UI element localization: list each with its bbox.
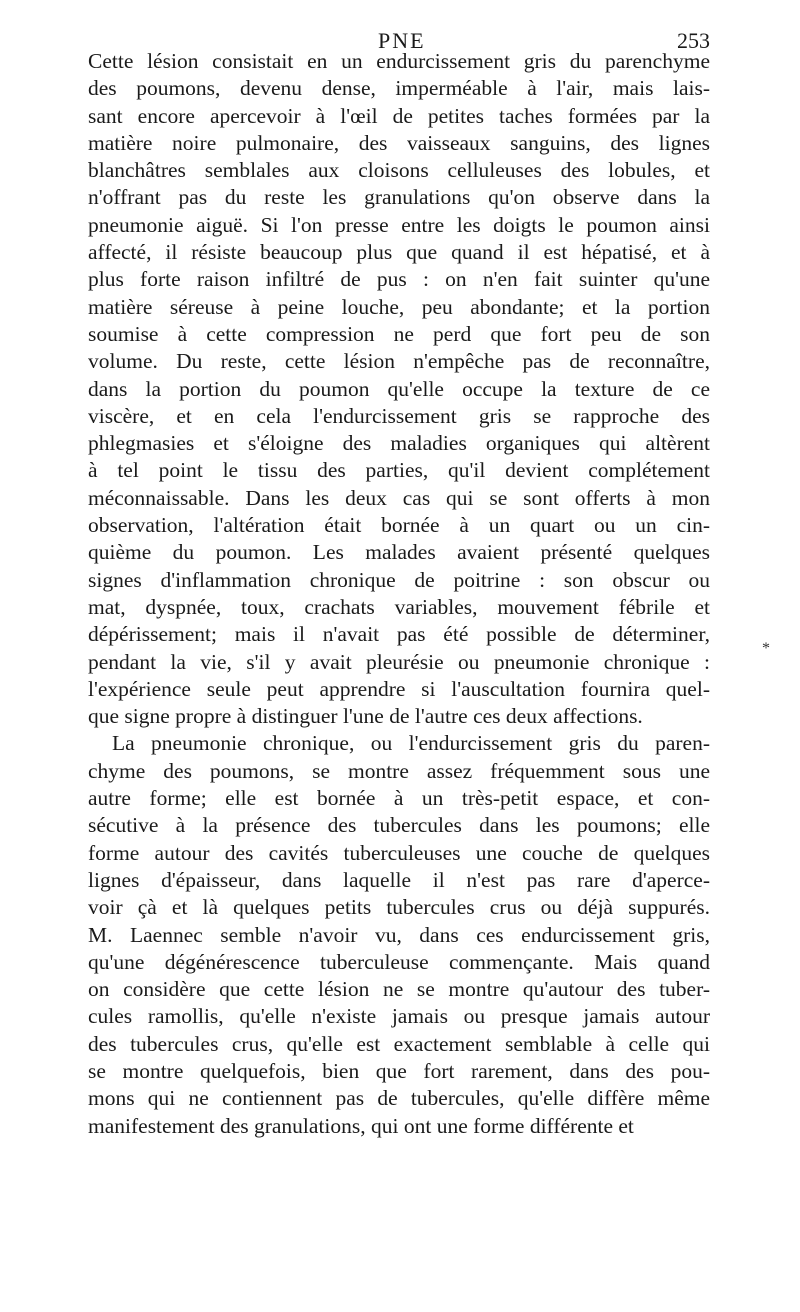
text-line: à tel point le tissu des parties, qu'il devient complétement <box>88 458 710 483</box>
text-line: des poumons, devenu dense, imperméable à l'air, mais lais- <box>88 76 710 101</box>
text-line: quième du poumon. Les malades avaient présenté quelques <box>88 540 710 565</box>
text-line: chyme des poumons, se montre assez fréquemment sous une <box>88 758 710 783</box>
text-line: que signe propre à distinguer l'une de l'autre ces deux affections. <box>88 704 643 729</box>
text-line: on considère que cette lésion ne se montre qu'autour des tuber- <box>88 977 710 1002</box>
text-line: pneumonie aiguë. Si l'on presse entre les doigts le poumon ainsi <box>88 212 710 237</box>
text-line: cules ramollis, qu'elle n'existe jamais ou presque jamais autour <box>88 1004 710 1029</box>
text-line: Cette lésion consistait en un endurcissement gris du parenchyme <box>88 49 710 73</box>
text-line: blanchâtres semblales aux cloisons celluleuses des lobules, et <box>88 158 710 183</box>
text-line: qu'une dégénérescence tuberculeuse commençante. Mais quand <box>88 949 710 974</box>
text-line: lignes d'épaisseur, dans laquelle il n'est pas rare d'aperce- <box>88 867 710 892</box>
text-line: pendant la vie, s'il y avait pleurésie ou pneumonie chronique : <box>88 649 710 674</box>
text-line: forme autour des cavités tuberculeuses une couche de quelques <box>88 840 710 865</box>
text-line: matière séreuse à peine louche, peu abondante; et la portion <box>88 294 710 319</box>
text-line: autre forme; elle est bornée à un très-petit espace, et con- <box>88 786 710 811</box>
text-line: sant encore apercevoir à l'œil de petites taches formées par la <box>88 103 710 128</box>
text-line: voir çà et là quelques petits tubercules crus ou déjà suppurés. <box>88 895 710 920</box>
running-title: PNE <box>378 28 426 53</box>
text-line: plus forte raison infiltré de pus : on n'en fait suinter qu'une <box>88 267 710 292</box>
text-line: dépérissement; mais il n'avait pas été possible de déterminer, <box>88 622 710 647</box>
text-line: mat, dyspnée, toux, crachats variables, mouvement fébrile et <box>88 594 710 619</box>
body-text <box>88 48 710 1140</box>
text-line: n'offrant pas du reste les granulations qu'on observe dans la <box>88 185 710 210</box>
page-number: 253 <box>677 28 710 53</box>
text-line: l'expérience seule peut apprendre si l'auscultation fournira quel- <box>88 676 710 701</box>
text-line: phlegmasies et s'éloigne des maladies organiques qui altèrent <box>88 431 710 456</box>
text-line: sécutive à la présence des tubercules dans les poumons; elle <box>88 813 710 838</box>
margin-mark: * <box>762 640 770 657</box>
text-line: matière noire pulmonaire, des vaisseaux sanguins, des lignes <box>88 130 710 155</box>
text-line: viscère, et en cela l'endurcissement gris se rapproche des <box>88 403 710 428</box>
text-line: des tubercules crus, qu'elle est exactement semblable à celle qui <box>88 1031 710 1056</box>
text-line: dans la portion du poumon qu'elle occupe la texture de ce <box>88 376 710 401</box>
text-line: M. Laennec semble n'avoir vu, dans ces endurcissement gris, <box>88 922 710 947</box>
text-line: La pneumonie chronique, ou l'endurcissement gris du paren- <box>112 731 710 756</box>
text-line: affecté, il résiste beaucoup plus que quand il est hépatisé, et à <box>88 240 710 265</box>
text-line: soumise à cette compression ne perd que fort peu de son <box>88 321 710 346</box>
text-line: se montre quelquefois, bien que fort rarement, dans des pou- <box>88 1058 710 1083</box>
text-line: observation, l'altération était bornée à un quart ou un cin- <box>88 513 710 538</box>
text-line: méconnaissable. Dans les deux cas qui se sont offerts à mon <box>88 485 710 510</box>
text-line: manifestement des granulations, qui ont une forme différente et <box>88 1113 634 1138</box>
text-line: signes d'inflammation chronique de poitrine : son obscur ou <box>88 567 710 592</box>
text-line: volume. Du reste, cette lésion n'empêche pas de reconnaître, <box>88 349 710 374</box>
text-line: mons qui ne contiennent pas de tubercules, qu'elle diffère même <box>88 1086 710 1111</box>
